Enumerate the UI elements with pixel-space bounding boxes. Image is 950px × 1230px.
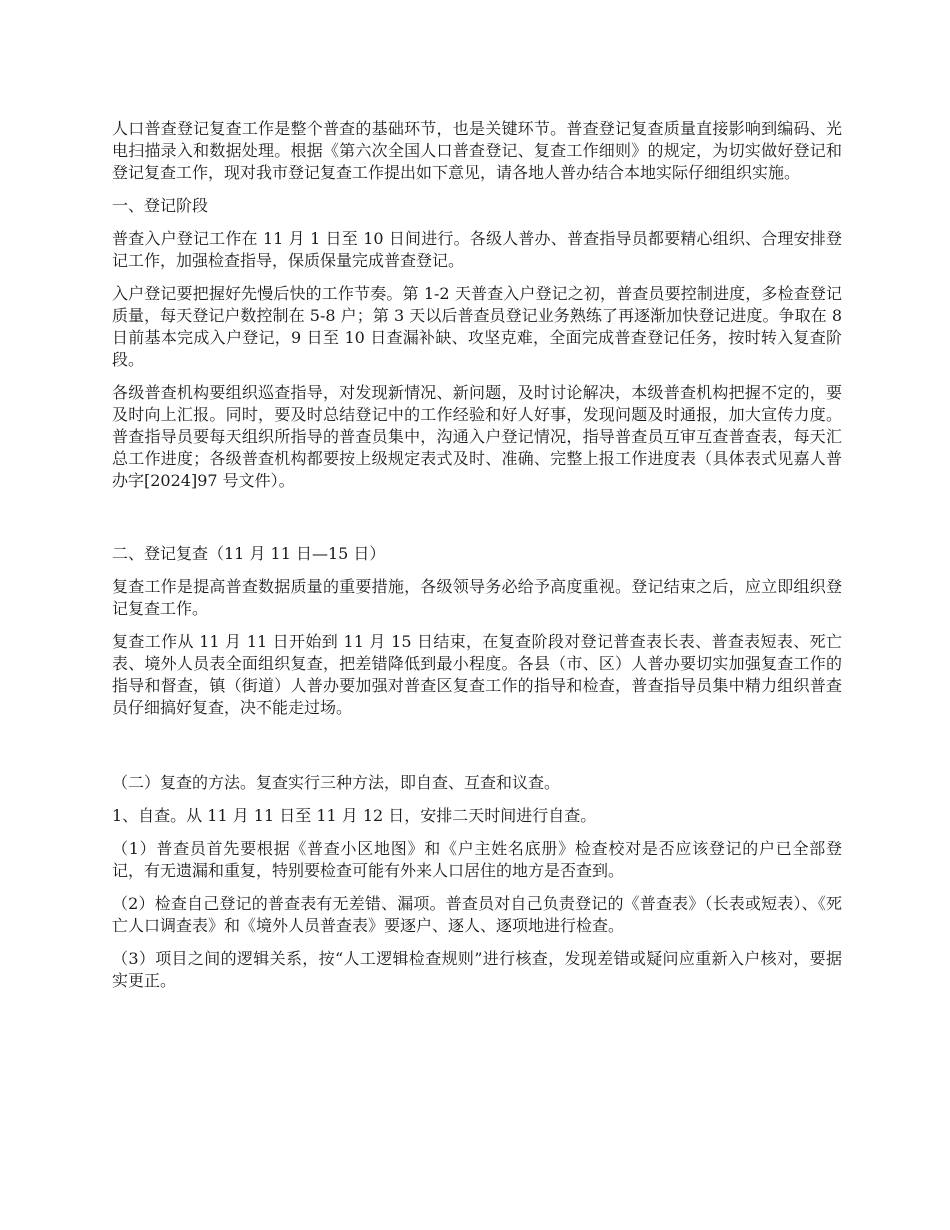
section-heading-review: 二、登记复查（11 月 11 日—15 日） bbox=[112, 544, 386, 563]
paragraph: 1、自查。从 11 月 11 日至 11 月 12 日，安排二天时间进行自查。 bbox=[112, 806, 597, 825]
paragraph: 普查入户登记工作在 11 月 1 日至 10 日间进行。各级人普办、普查指导员都要精心组织、合理安排登记工作，加强检查指导，保质保量完成普查登记。 bbox=[112, 229, 842, 270]
spacer bbox=[112, 730, 842, 770]
spacer bbox=[112, 503, 842, 541]
intro-paragraph: 人口普查登记复查工作是整个普查的基础环节，也是关键环节。普查登记复查质量直接影响到编码、光电扫描录入和数据处理。根据《第六次全国人口普查登记、复查工作细则》的规定，为切实做好登记和登记复查工作，现对我市登记复查工作提出如下意见，请各地人普办结合本地实际仔细组织实施。 bbox=[112, 119, 842, 182]
paragraph: （2）检查自己登记的普查表有无差错、漏项。普查员对自己负责登记的《普查表》（长表或短表）、《死亡人口调查表》和《境外人员普查表》要逐户、逐人、逐项地进行检查。 bbox=[112, 894, 842, 935]
paragraph: （1）普查员首先要根据《普查小区地图》和《户主姓名底册》检查校对是否应该登记的户已全部登记，有无遗漏和重复，特别要检查可能有外来人口居住的地方是否查到。 bbox=[112, 839, 842, 880]
document-body bbox=[112, 118, 842, 1003]
paragraph: （3）项目之间的逻辑关系，按“人工逻辑检查规则”进行核查，发现差错或疑问应重新入户核对，要据实更正。 bbox=[112, 949, 842, 990]
paragraph: 各级普查机构要组织巡查指导，对发现新情况、新问题，及时讨论解决，本级普查机构把握不定的，要及时向上汇报。同时，要及时总结登记中的工作经验和好人好事，发现问题及时通报，加大宣传力度。普查指导员要每天组织所指导的普查员集中，沟通入户登记情况，指导普查员互审互查普查表，每天汇总工作进度；各级普查机构都要按上级规定表式及时、准确、完整上报工作进度表（具体表式见嘉人普办字[2024]97 号文件）。 bbox=[112, 383, 842, 490]
section-heading-review-methods: （二）复查的方法。复查实行三种方法，即自查、互查和议查。 bbox=[112, 773, 561, 792]
section-heading-registration: 一、登记阶段 bbox=[112, 196, 209, 215]
paragraph: 复查工作从 11 月 11 日开始到 11 月 15 日结束，在复查阶段对登记普查表长表、普查表短表、死亡表、境外人员表全面组织复查，把差错降低到最小程度。各县（市、区）人普办要切实加强复查工作的指导和督查，镇（街道）人普办要加强对普查区复查工作的指导和检查，普查指导员集中精力组织普查员仔细搞好复查，决不能走过场。 bbox=[112, 632, 842, 717]
paragraph: 复查工作是提高普查数据质量的重要措施，各级领导务必给予高度重视。登记结束之后，应立即组织登记复查工作。 bbox=[112, 577, 842, 618]
paragraph: 入户登记要把握好先慢后快的工作节奏。第 1-2 天普查入户登记之初，普查员要控制进度，多检查登记质量，每天登记户数控制在 5-8 户；第 3 天以后普查员登记业务熟练了再逐渐加快登记进度。争取在 8 日前基本完成入户登记，9 日至 10 日查漏补缺、攻坚克难，全面完成普查登记任务，按时转入复查阶段。 bbox=[112, 284, 842, 369]
